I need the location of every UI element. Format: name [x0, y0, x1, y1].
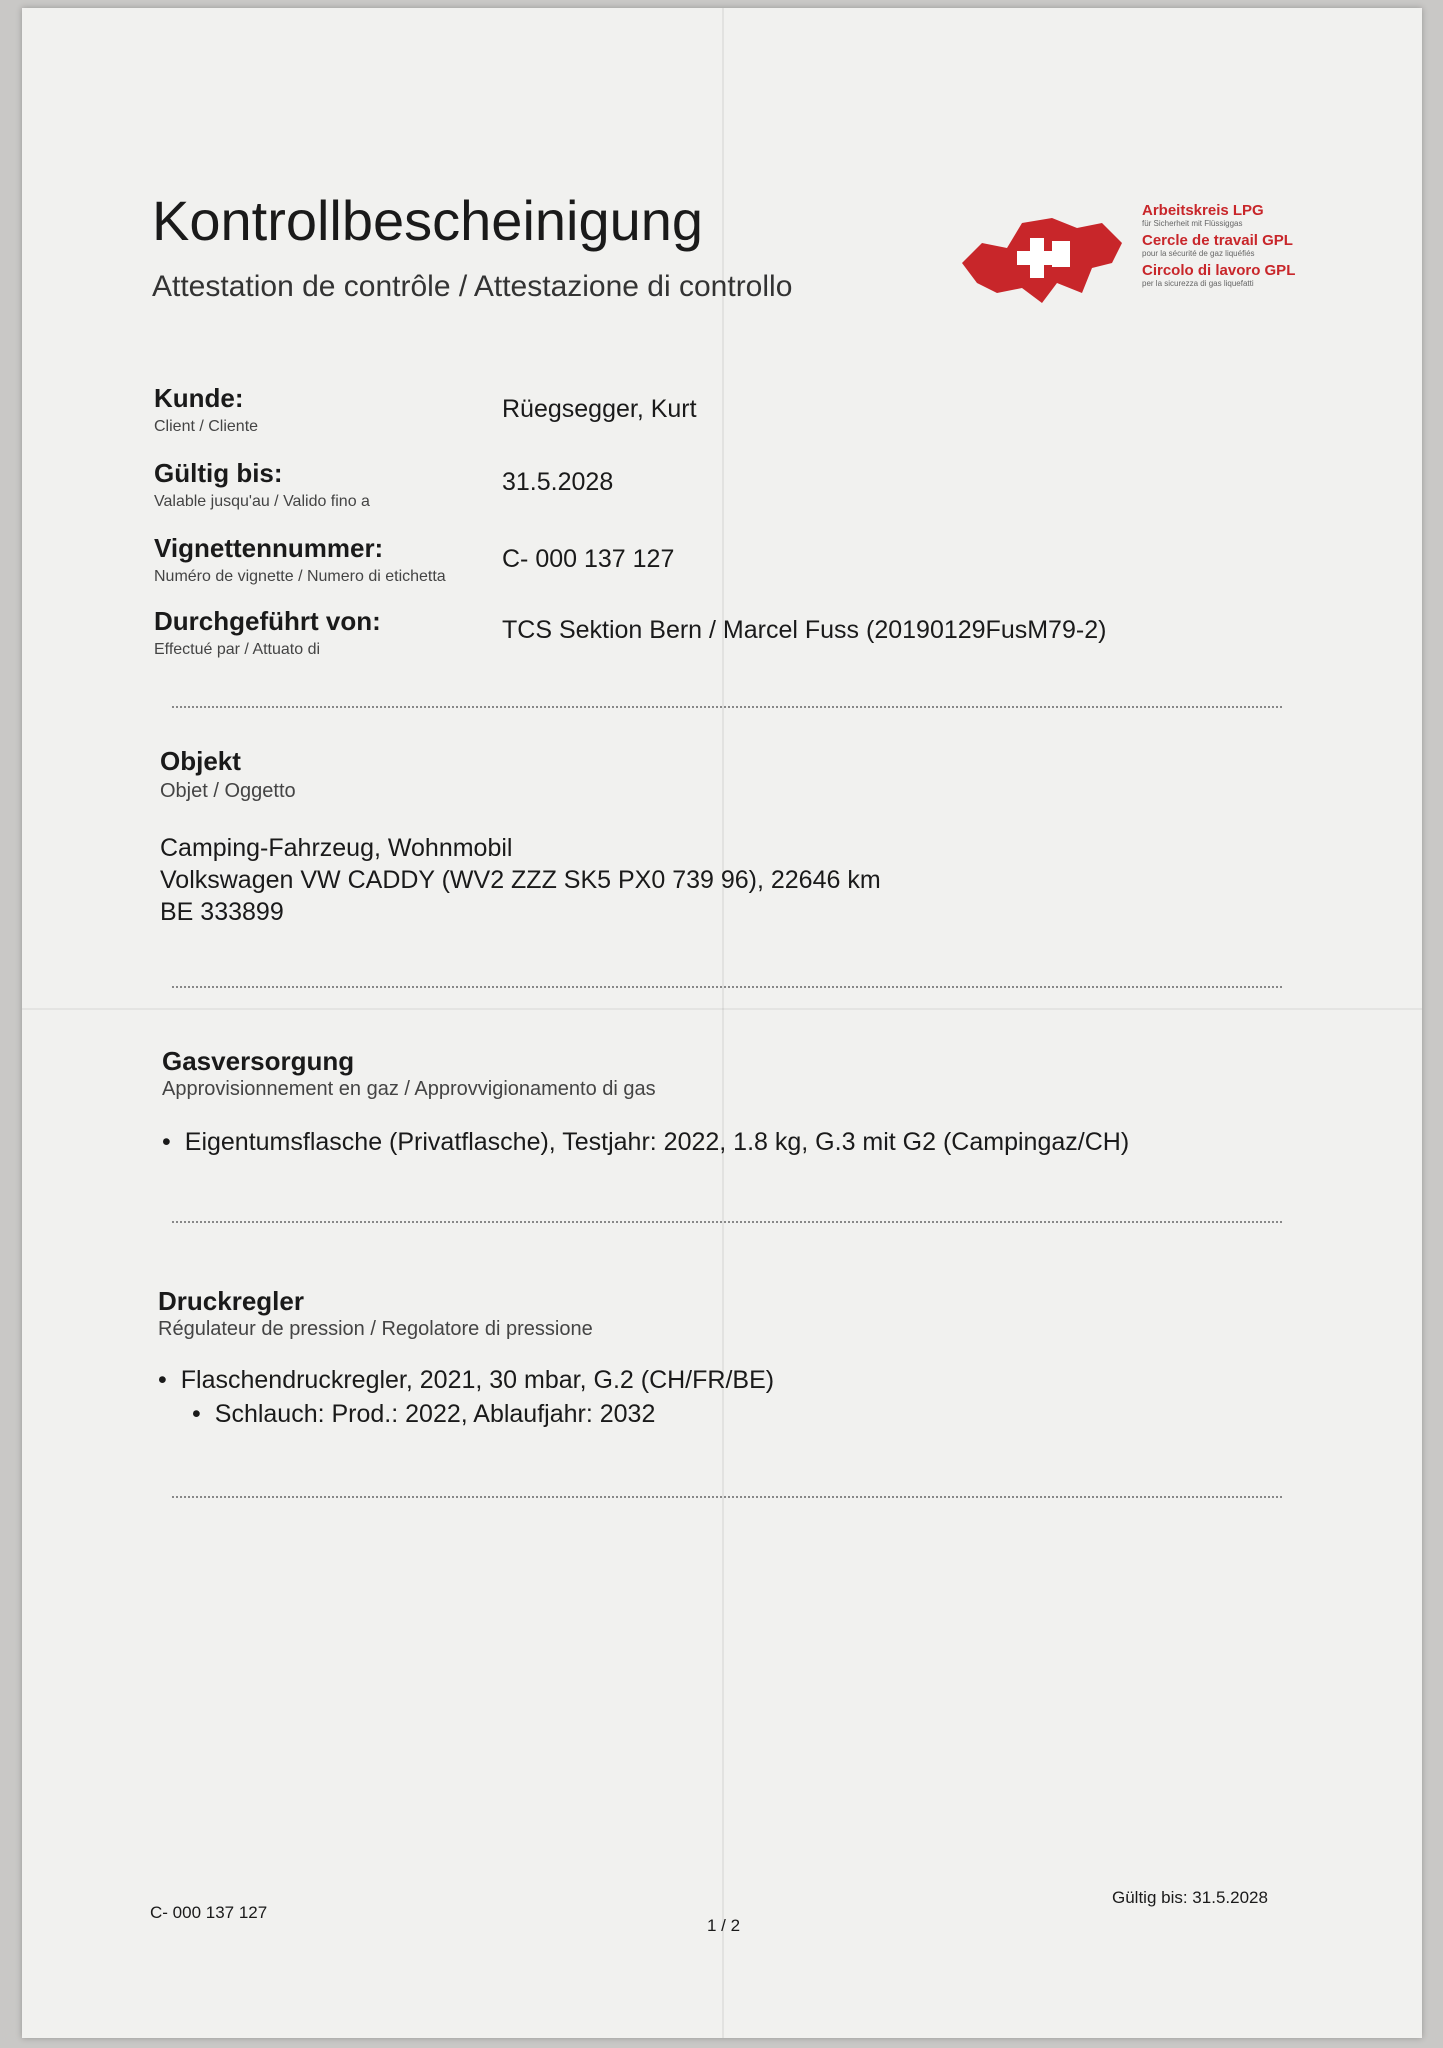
field-kunde-value: Rüegsegger, Kurt — [502, 395, 697, 423]
objekt-sub: Objet / Oggetto — [160, 780, 296, 802]
regler-sub: Régulateur de pression / Regolatore di pressione — [158, 1318, 593, 1340]
field-durchgefuehrt-sub: Effectué par / Attuato di — [154, 641, 321, 658]
fold-horizontal — [22, 1008, 1422, 1010]
field-durchgefuehrt-label: Durchgeführt von: — [154, 606, 381, 636]
objekt-line: Camping-Fahrzeug, Wohnmobil — [160, 834, 513, 862]
field-durchgefuehrt-value: TCS Sektion Bern / Marcel Fuss (20190129FusM79-2) — [502, 616, 1107, 644]
document-subtitle: Attestation de contrôle / Attestazione di controllo — [152, 270, 793, 303]
footer-vignette: C- 000 137 127 — [150, 1903, 268, 1922]
swiss-map-icon — [952, 203, 1132, 313]
field-gueltig-label: Gültig bis: — [154, 458, 283, 488]
field-vignette-value: C- 000 137 127 — [502, 545, 675, 573]
logo-line2: Cercle de travail GPL — [1142, 232, 1293, 249]
field-kunde-label: Kunde: — [154, 383, 244, 413]
regler-title: Druckregler — [158, 1286, 304, 1316]
logo-line3: Circolo di lavoro GPL — [1142, 262, 1296, 279]
field-kunde-sub: Client / Cliente — [154, 418, 259, 435]
lpg-logo — [952, 202, 1296, 313]
field-gueltig-value: 31.5.2028 — [502, 468, 614, 496]
regler-subitem: • Schlauch: Prod.: 2022, Ablaufjahr: 2032 — [192, 1400, 655, 1429]
gas-title: Gasversorgung — [162, 1046, 355, 1076]
logo-line2-sub: pour la sécurité de gaz liquéfiés — [1142, 249, 1255, 258]
logo-line1-sub: für Sicherheit mit Flüssiggas — [1142, 219, 1243, 228]
field-vignette-sub: Numéro de vignette / Numero di etichetta — [154, 568, 446, 585]
regler-item: • Flaschendruckregler, 2021, 30 mbar, G.2 (CH/FR/BE) — [158, 1366, 774, 1395]
document-page — [22, 8, 1422, 2038]
objekt-line: Volkswagen VW CADDY (WV2 ZZZ SK5 PX0 739 96), 22646 km — [160, 866, 881, 894]
divider — [172, 706, 1282, 708]
divider — [172, 1496, 1282, 1498]
divider — [172, 1221, 1282, 1223]
gas-item: • Eigentumsflasche (Privatflasche), Testjahr: 2022, 1.8 kg, G.3 mit G2 (Campingaz/CH) — [162, 1128, 1129, 1157]
gas-sub: Approvisionnement en gaz / Approvvigionamento di gas — [162, 1078, 656, 1100]
divider — [172, 986, 1282, 988]
field-vignette-label: Vignettennummer: — [154, 533, 384, 563]
fold-vertical — [722, 8, 724, 2038]
document-title: Kontrollbescheinigung — [152, 189, 704, 252]
objekt-line: BE 333899 — [160, 898, 284, 926]
footer-page-number: 1 / 2 — [707, 1916, 741, 1935]
field-gueltig-sub: Valable jusqu'au / Valido fino a — [154, 493, 370, 510]
objekt-title: Objekt — [160, 746, 241, 776]
logo-line1: Arbeitskreis LPG — [1142, 202, 1264, 219]
logo-line3-sub: per la sicurezza di gas liquefatti — [1142, 279, 1254, 288]
footer-valid-until: Gültig bis: 31.5.2028 — [1112, 1888, 1268, 1907]
